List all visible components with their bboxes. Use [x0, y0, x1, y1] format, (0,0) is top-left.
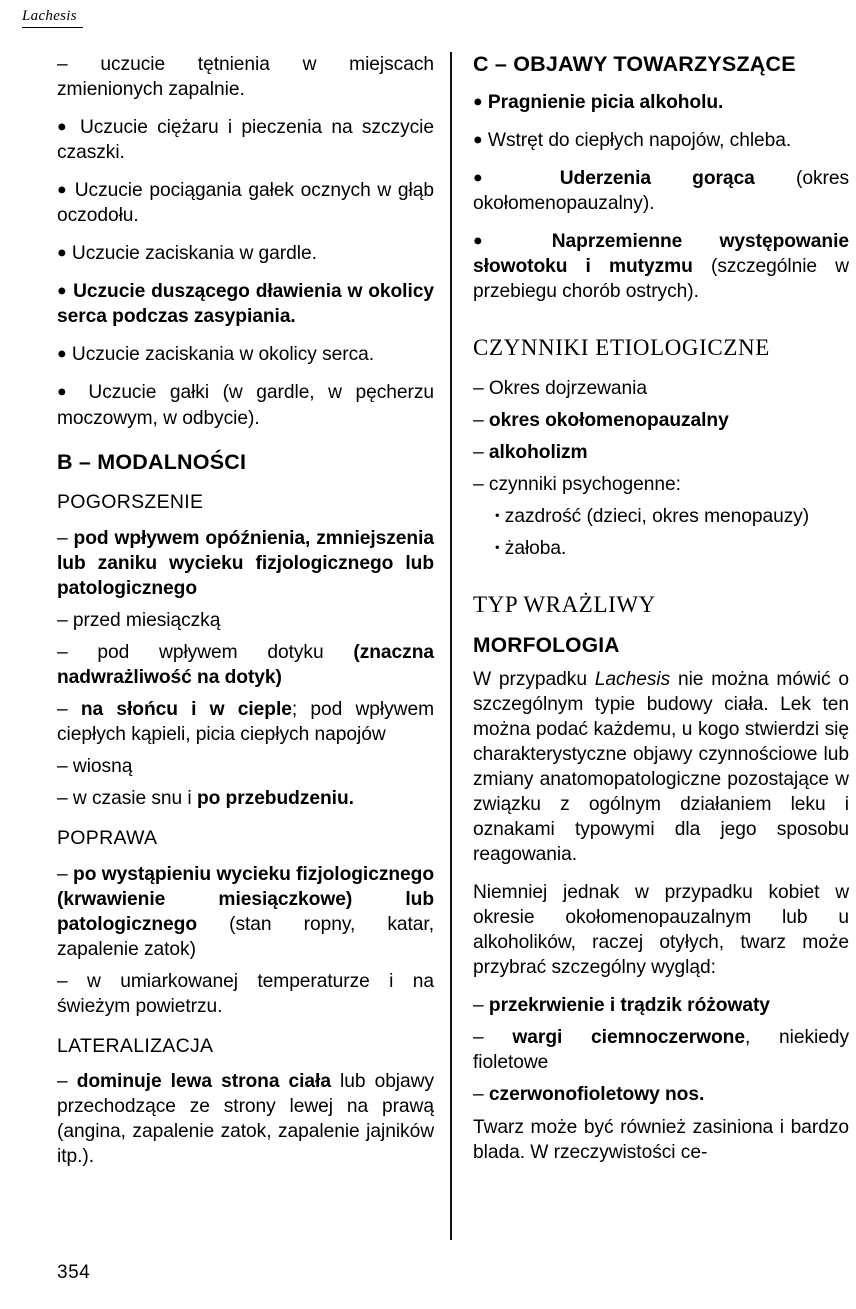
dash-marker-icon: – — [57, 788, 68, 810]
subheading-pogorszenie: POGORSZENIE — [57, 491, 204, 514]
symptom-item: ● Uczucie ciężaru i pieczenia na szczycie czaszki. — [57, 117, 434, 164]
heading-typ-wrazliwy: TYP WRAŻLIWY — [473, 592, 656, 617]
czynnik-item: • zazdrość (dzieci, okres menopauzy) — [495, 505, 810, 527]
symptom-list-left — [57, 52, 434, 431]
bullet-marker-icon: ● — [473, 93, 483, 111]
morfologia-paragraph: Niemniej jednak w przypadku kobiet w okresie okołomenopauzalnym lub u alkoholików, raczej otyłych, twarz może przybrać szczególny wygląd: — [473, 882, 849, 979]
pogorszenie-list — [57, 526, 434, 811]
morfologia-paragraph: W przypadku Lachesis nie można mówić o szczególnym typie budowy ciała. Lek ten można podać każdemu, u kogo stwierdzi się charakterystyczne objawy czynnościowe lub zmiany anatomopatologiczne pozostające w związku z ogólnym działaniem leku i oznakami typowymi dla jego sposobu reagowania. — [473, 668, 849, 866]
objaw-item — [473, 90, 849, 115]
symptom-item — [57, 279, 434, 329]
bullet-marker-icon: ● — [473, 169, 519, 187]
column-divider-rule — [450, 52, 452, 1240]
wyglad-item — [473, 1082, 849, 1107]
dash-marker-icon: – — [57, 1071, 68, 1093]
dash-marker-icon: – — [473, 441, 484, 463]
heading-c-objawy: C – OBJAWY TOWARZYSZĄCE — [473, 52, 796, 76]
dash-marker-icon: – — [473, 1027, 484, 1049]
dash-marker-icon: – — [57, 699, 68, 721]
bullet-marker-icon: ● — [473, 131, 483, 149]
objaw-item: ● Naprzemienne występowanie słowotoku i mutyzmu (szczególnie w przebiegu chorób ostrych). — [473, 230, 849, 303]
heading-morfologia: MORFOLOGIA — [473, 633, 620, 657]
bullet-marker-icon: ● — [57, 118, 71, 136]
left-column — [57, 52, 434, 1176]
bullet-marker-icon: ● — [57, 345, 67, 363]
dash-marker-icon: – — [57, 527, 68, 549]
symptom-item: ● Uczucie gałki (w gardle, w pęcherzu moczowym, w odbycie). — [57, 382, 434, 429]
bullet-marker-icon: ● — [57, 282, 68, 300]
poprawa-item: – w umiarkowanej temperaturze i na świeżym powietrzu. — [57, 970, 435, 1017]
czynnik-item: • żałoba. — [495, 537, 567, 559]
dash-marker-icon: – — [57, 609, 68, 631]
wyglad-item — [473, 993, 849, 1018]
book-title-italic: Lachesis — [594, 668, 671, 690]
bullet-marker-icon: • — [495, 507, 500, 523]
dash-marker-icon: – — [473, 995, 484, 1017]
czynnik-item: – czynniki psychogenne: — [473, 473, 681, 495]
poprawa-list — [57, 862, 434, 1019]
strong-text: Uderzenia gorąca — [559, 167, 755, 189]
lateralizacja-item: – dominuje lewa strona ciała lub objawy przechodzące ze strony lewej na prawą (angina, zapalenie zatok, zapalenie jajników itp.). — [57, 1071, 434, 1168]
strong-text: okres okołomenopauzalny — [488, 409, 729, 431]
running-head: Lachesis — [22, 8, 83, 28]
dash-marker-icon: – — [57, 863, 68, 885]
strong-text: dominuje lewa strona ciała — [76, 1071, 331, 1093]
strong-text: wargi ciemnoczerwone — [512, 1027, 745, 1049]
symptom-item: ● Uczucie pociągania gałek ocznych w głąb oczodołu. — [57, 180, 434, 227]
strong-text: Uczucie duszącego dławienia w okolicy serca podczas zasypiania. — [57, 281, 434, 328]
lateralizacja-list — [57, 1069, 434, 1169]
right-column — [473, 52, 849, 1178]
dash-marker-icon: – — [473, 473, 484, 495]
strong-text: Naprzemienne występowanie słowotoku i mutyzmu — [473, 230, 849, 278]
bullet-marker-icon: ● — [57, 244, 67, 262]
dash-marker-icon: – — [473, 377, 484, 399]
closing-paragraph: Twarz może być również zasiniona i bardzo blada. W rzeczywistości ce- — [473, 1116, 849, 1163]
strong-text: po przebudzeniu. — [196, 788, 354, 810]
pogorszenie-item: – przed miesiączką — [57, 609, 221, 631]
bullet-marker-icon: ● — [57, 383, 75, 401]
pogorszenie-item: – wiosną — [57, 756, 133, 778]
objaw-item: ● Wstręt do ciepłych napojów, chleba. — [473, 129, 792, 151]
heading-czynniki-etiologiczne: CZYNNIKI ETIOLOGICZNE — [473, 335, 770, 361]
strong-text: czerwonofioletowy nos. — [488, 1084, 705, 1106]
strong-text: (znaczna nadwrażliwość na dotyk) — [57, 641, 435, 688]
wyglad-item: – wargi ciemnoczerwone, niekiedy fioletowe — [473, 1027, 850, 1074]
symptom-item: – uczucie tętnienia w miejscach zmienionych zapalnie. — [57, 54, 434, 101]
objawy-list — [473, 90, 849, 304]
morfologia-paragraphs — [473, 667, 849, 981]
page-number: 354 — [57, 1262, 91, 1283]
pogorszenie-item — [57, 526, 434, 601]
dash-marker-icon: – — [57, 54, 68, 75]
dash-marker-icon: – — [57, 756, 68, 778]
czynnik-item: – Okres dojrzewania — [473, 377, 647, 399]
pogorszenie-item: – pod wpływem dotyku (znaczna nadwrażliwość na dotyk) — [57, 641, 435, 688]
bullet-marker-icon: ● — [473, 232, 515, 250]
strong-text: Pragnienie picia alkoholu. — [487, 91, 724, 113]
subheading-lateralizacja: LATERALIZACJA — [57, 1034, 214, 1057]
czynniki-list — [473, 376, 849, 561]
symptom-item: ● Uczucie zaciskania w okolicy serca. — [57, 344, 375, 366]
dash-marker-icon: – — [57, 641, 68, 663]
strong-text: na słońcu i w cieple — [80, 699, 292, 721]
subheading-poprawa: POPRAWA — [57, 827, 158, 850]
dash-marker-icon: – — [473, 1084, 484, 1106]
strong-text: alkoholizm — [488, 441, 588, 463]
poprawa-item: – po wystąpieniu wycieku fizjologicznego (krwawienie miesiączkowe) lub patologicznego (stan ropny, katar, zapalenie zatok) — [57, 863, 434, 960]
symptom-item: ● Uczucie zaciskania w gardle. — [57, 243, 317, 265]
strong-text: po wystąpieniu wycieku fizjologicznego (krwawienie miesiączkowe) lub patologicznego — [57, 863, 434, 935]
czynnik-item — [473, 408, 849, 433]
bullet-marker-icon: ● — [57, 181, 69, 199]
objaw-item: ● Uderzenia gorąca (okres okołomenopauzalny). — [473, 167, 850, 214]
bullet-marker-icon: • — [495, 539, 500, 555]
wyglad-twarzy-list — [473, 993, 849, 1107]
czynnik-item — [473, 440, 849, 465]
page-body — [0, 52, 856, 1242]
strong-text: przekrwienie i trądzik różowaty — [488, 995, 770, 1017]
strong-text: pod wpływem opóźnienia, zmniejszenia lub zaniku wycieku fizjologicznego lub patologicznego — [57, 527, 435, 599]
heading-b-modalnosci: B – MODALNOŚCI — [57, 449, 247, 474]
dash-marker-icon: – — [473, 409, 484, 431]
pogorszenie-item: – w czasie snu i po przebudzeniu. — [57, 788, 354, 810]
dash-marker-icon: – — [57, 970, 68, 992]
pogorszenie-item: – na słońcu i w cieple; pod wpływem ciepłych kąpieli, picia ciepłych napojów — [57, 699, 435, 746]
